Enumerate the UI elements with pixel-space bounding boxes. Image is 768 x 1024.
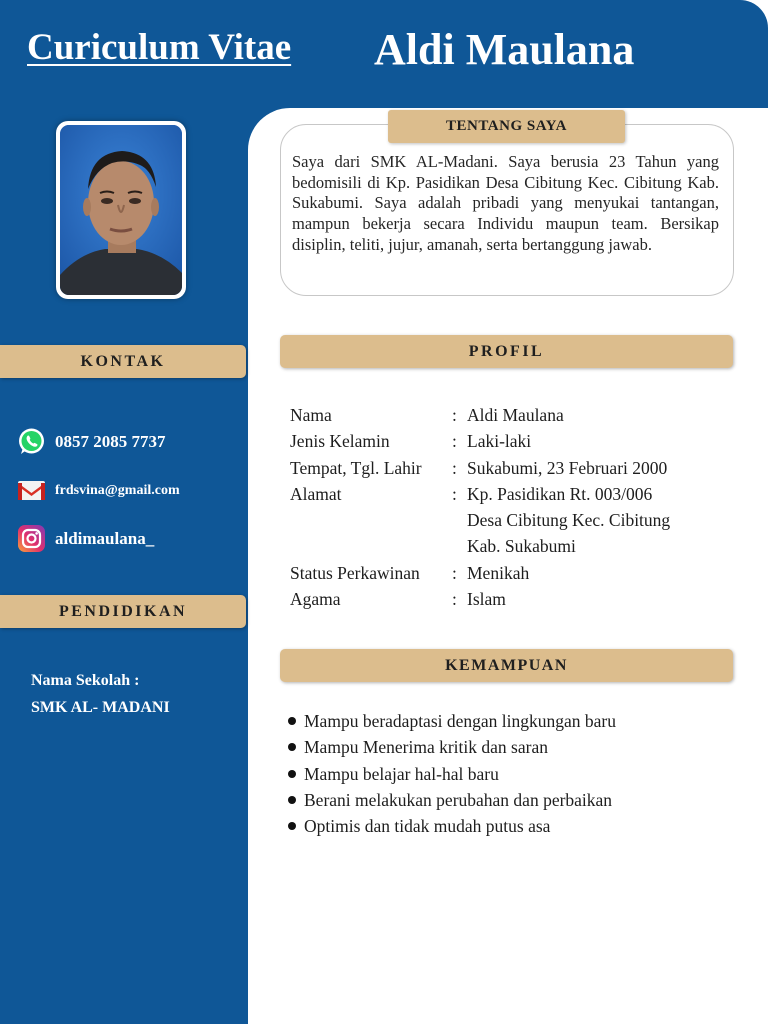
cv-title: Curiculum Vitae: [27, 27, 292, 68]
profile-value-line: Kab. Sukabumi: [467, 536, 576, 557]
instagram-handle[interactable]: aldimaulana_: [55, 528, 155, 548]
contact-instagram: [17, 524, 154, 553]
profile-label: Status Perkawinan: [290, 562, 420, 583]
about-heading: TENTANG SAYA: [388, 110, 625, 143]
skill-text: Optimis dan tidak mudah putus asa: [304, 816, 551, 837]
skill-text: Mampu Menerima kritik dan saran: [304, 737, 548, 758]
profile-row: [290, 481, 717, 560]
gmail-icon: [17, 476, 46, 505]
profile-value: [467, 455, 717, 481]
bullet-icon: [288, 770, 296, 778]
profile-row: [290, 560, 717, 586]
profile-value-line: Laki-laki: [467, 431, 532, 452]
phone-number[interactable]: 0857 2085 7737: [55, 431, 166, 451]
whatsapp-icon: [17, 427, 46, 456]
profile-value-line: Menikah: [467, 562, 530, 583]
profile-separator: :: [452, 405, 457, 425]
contact-email: [17, 476, 180, 505]
profile-separator: :: [452, 431, 457, 452]
profile-separator: :: [452, 562, 457, 583]
profile-separator: :: [452, 457, 457, 478]
profile-separator: :: [452, 589, 457, 610]
skill-item: [286, 708, 616, 734]
profile-value: [467, 586, 717, 612]
skill-text: Berani melakukan perubahan dan perbaikan: [304, 789, 613, 810]
profile-value-line: Desa Cibitung Kec. Cibitung: [467, 510, 671, 531]
profile-value-line: Islam: [467, 589, 506, 610]
contact-heading: KONTAK: [0, 345, 246, 378]
profile-row: [290, 586, 717, 612]
school-label: Nama Sekolah :: [31, 672, 140, 689]
instagram-icon: [17, 524, 46, 553]
contact-phone: [17, 427, 166, 456]
profile-row: [290, 455, 717, 481]
email-address[interactable]: frdsvina@gmail.com: [55, 482, 180, 498]
profile-photo: [60, 125, 182, 295]
profile-label: Agama: [290, 589, 341, 610]
education-heading: PENDIDIKAN: [0, 595, 246, 628]
profile-separator: :: [452, 483, 457, 504]
skill-item: [286, 761, 616, 787]
profile-value: [467, 481, 717, 560]
profile-heading: PROFIL: [280, 335, 733, 368]
bullet-icon: [288, 822, 296, 830]
bullet-icon: [288, 796, 296, 804]
about-text: Saya dari SMK AL-Madani. Saya berusia 23 Tahun yang bedomisili di Kp. Pasidikan Desa Cibitung Kec. Cibitung Kab. Sukabumi. Saya adalah pribadi yang menyukai tantangan, mampun bekerja secara Individu maupun team. Bersikap disiplin, teliti, jujur, amanah, serta bertanggung jawab.: [292, 152, 719, 254]
skills-list: [286, 708, 616, 839]
skill-item: [286, 734, 616, 760]
skill-item: [286, 813, 616, 839]
profile-value: [467, 428, 717, 454]
name-title: Aldi Maulana: [374, 25, 635, 74]
profile-label: Tempat, Tgl. Lahir: [290, 457, 422, 478]
skills-heading: KEMAMPUAN: [280, 649, 733, 682]
profile-photo-frame: [56, 121, 186, 299]
bullet-icon: [288, 717, 296, 725]
skill-text: Mampu beradaptasi dengan lingkungan baru: [304, 711, 616, 731]
profile-value-line: Sukabumi, 23 Februari 2000: [467, 457, 668, 478]
profile-value-line: Kp. Pasidikan Rt. 003/006: [467, 483, 653, 504]
skill-text: Mampu belajar hal-hal baru: [304, 763, 499, 784]
school-name: SMK AL- MADANI: [31, 699, 170, 716]
profile-label: Jenis Kelamin: [290, 431, 390, 452]
profile-value: [467, 402, 717, 428]
profile-row: [290, 402, 717, 428]
bullet-icon: [288, 743, 296, 751]
profile-label: Nama: [290, 405, 332, 425]
profile-value-line: Aldi Maulana: [467, 405, 564, 425]
skill-item: [286, 787, 616, 813]
profile-table: [290, 402, 717, 612]
profile-label: Alamat: [290, 483, 342, 504]
profile-value: [467, 560, 717, 586]
profile-row: [290, 428, 717, 454]
